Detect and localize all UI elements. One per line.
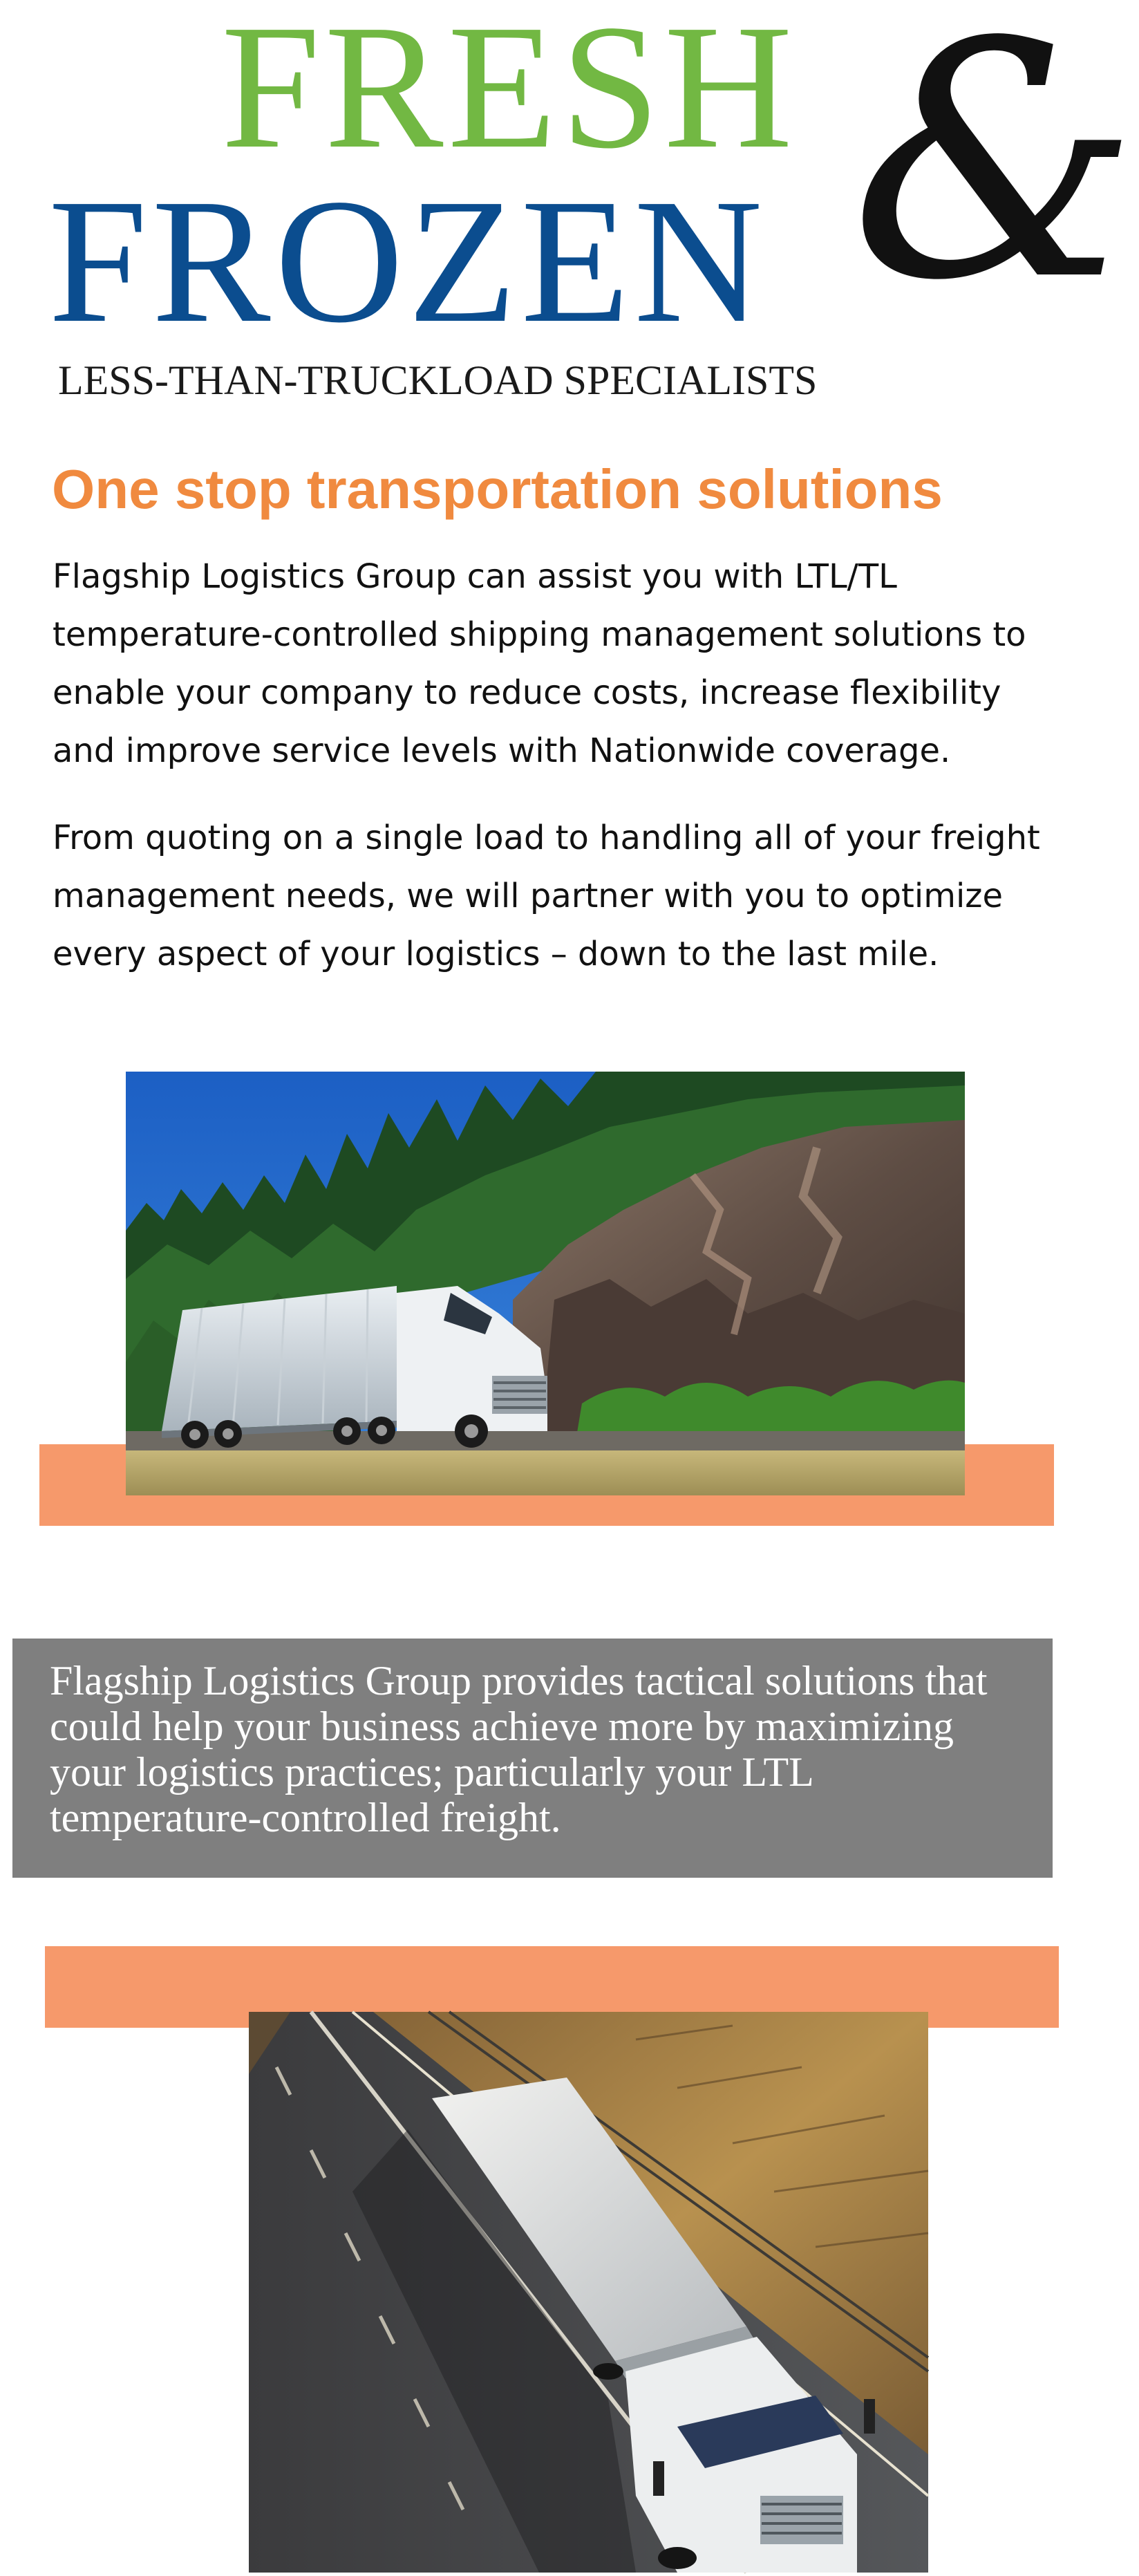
logo-frozen-text: FROZEN [48, 162, 767, 360]
truck-highway-photo [126, 1072, 965, 1495]
intro-paragraph: Flagship Logistics Group can assist you with LTL/TL temperature-controlled shipping management solutions to enable your company to reduce costs, increase flexibility and improve service levels with Nationwide coverage. [53, 557, 1026, 770]
section-heading: One stop transportation solutions [52, 458, 943, 520]
intro-paragraph: From quoting on a single load to handling all of your freight management needs, we will partner with you to optimize every aspect of your logistics – down to the last mile. [53, 819, 1040, 973]
quote-box [12, 1639, 1053, 1878]
logo-fresh-text: FRESH [221, 0, 797, 185]
truck-sunset-photo [249, 2012, 928, 2573]
logo-ampersand: & [850, 0, 1139, 351]
logo-tagline: LESS-THAN-TRUCKLOAD SPECIALISTS [58, 357, 818, 403]
quote-text: Flagship Logistics Group provides tactical solutions that could help your business achieve more by maximizing your logistics practices; particularly your LTL temperature-controlled freight. [50, 1658, 988, 1840]
